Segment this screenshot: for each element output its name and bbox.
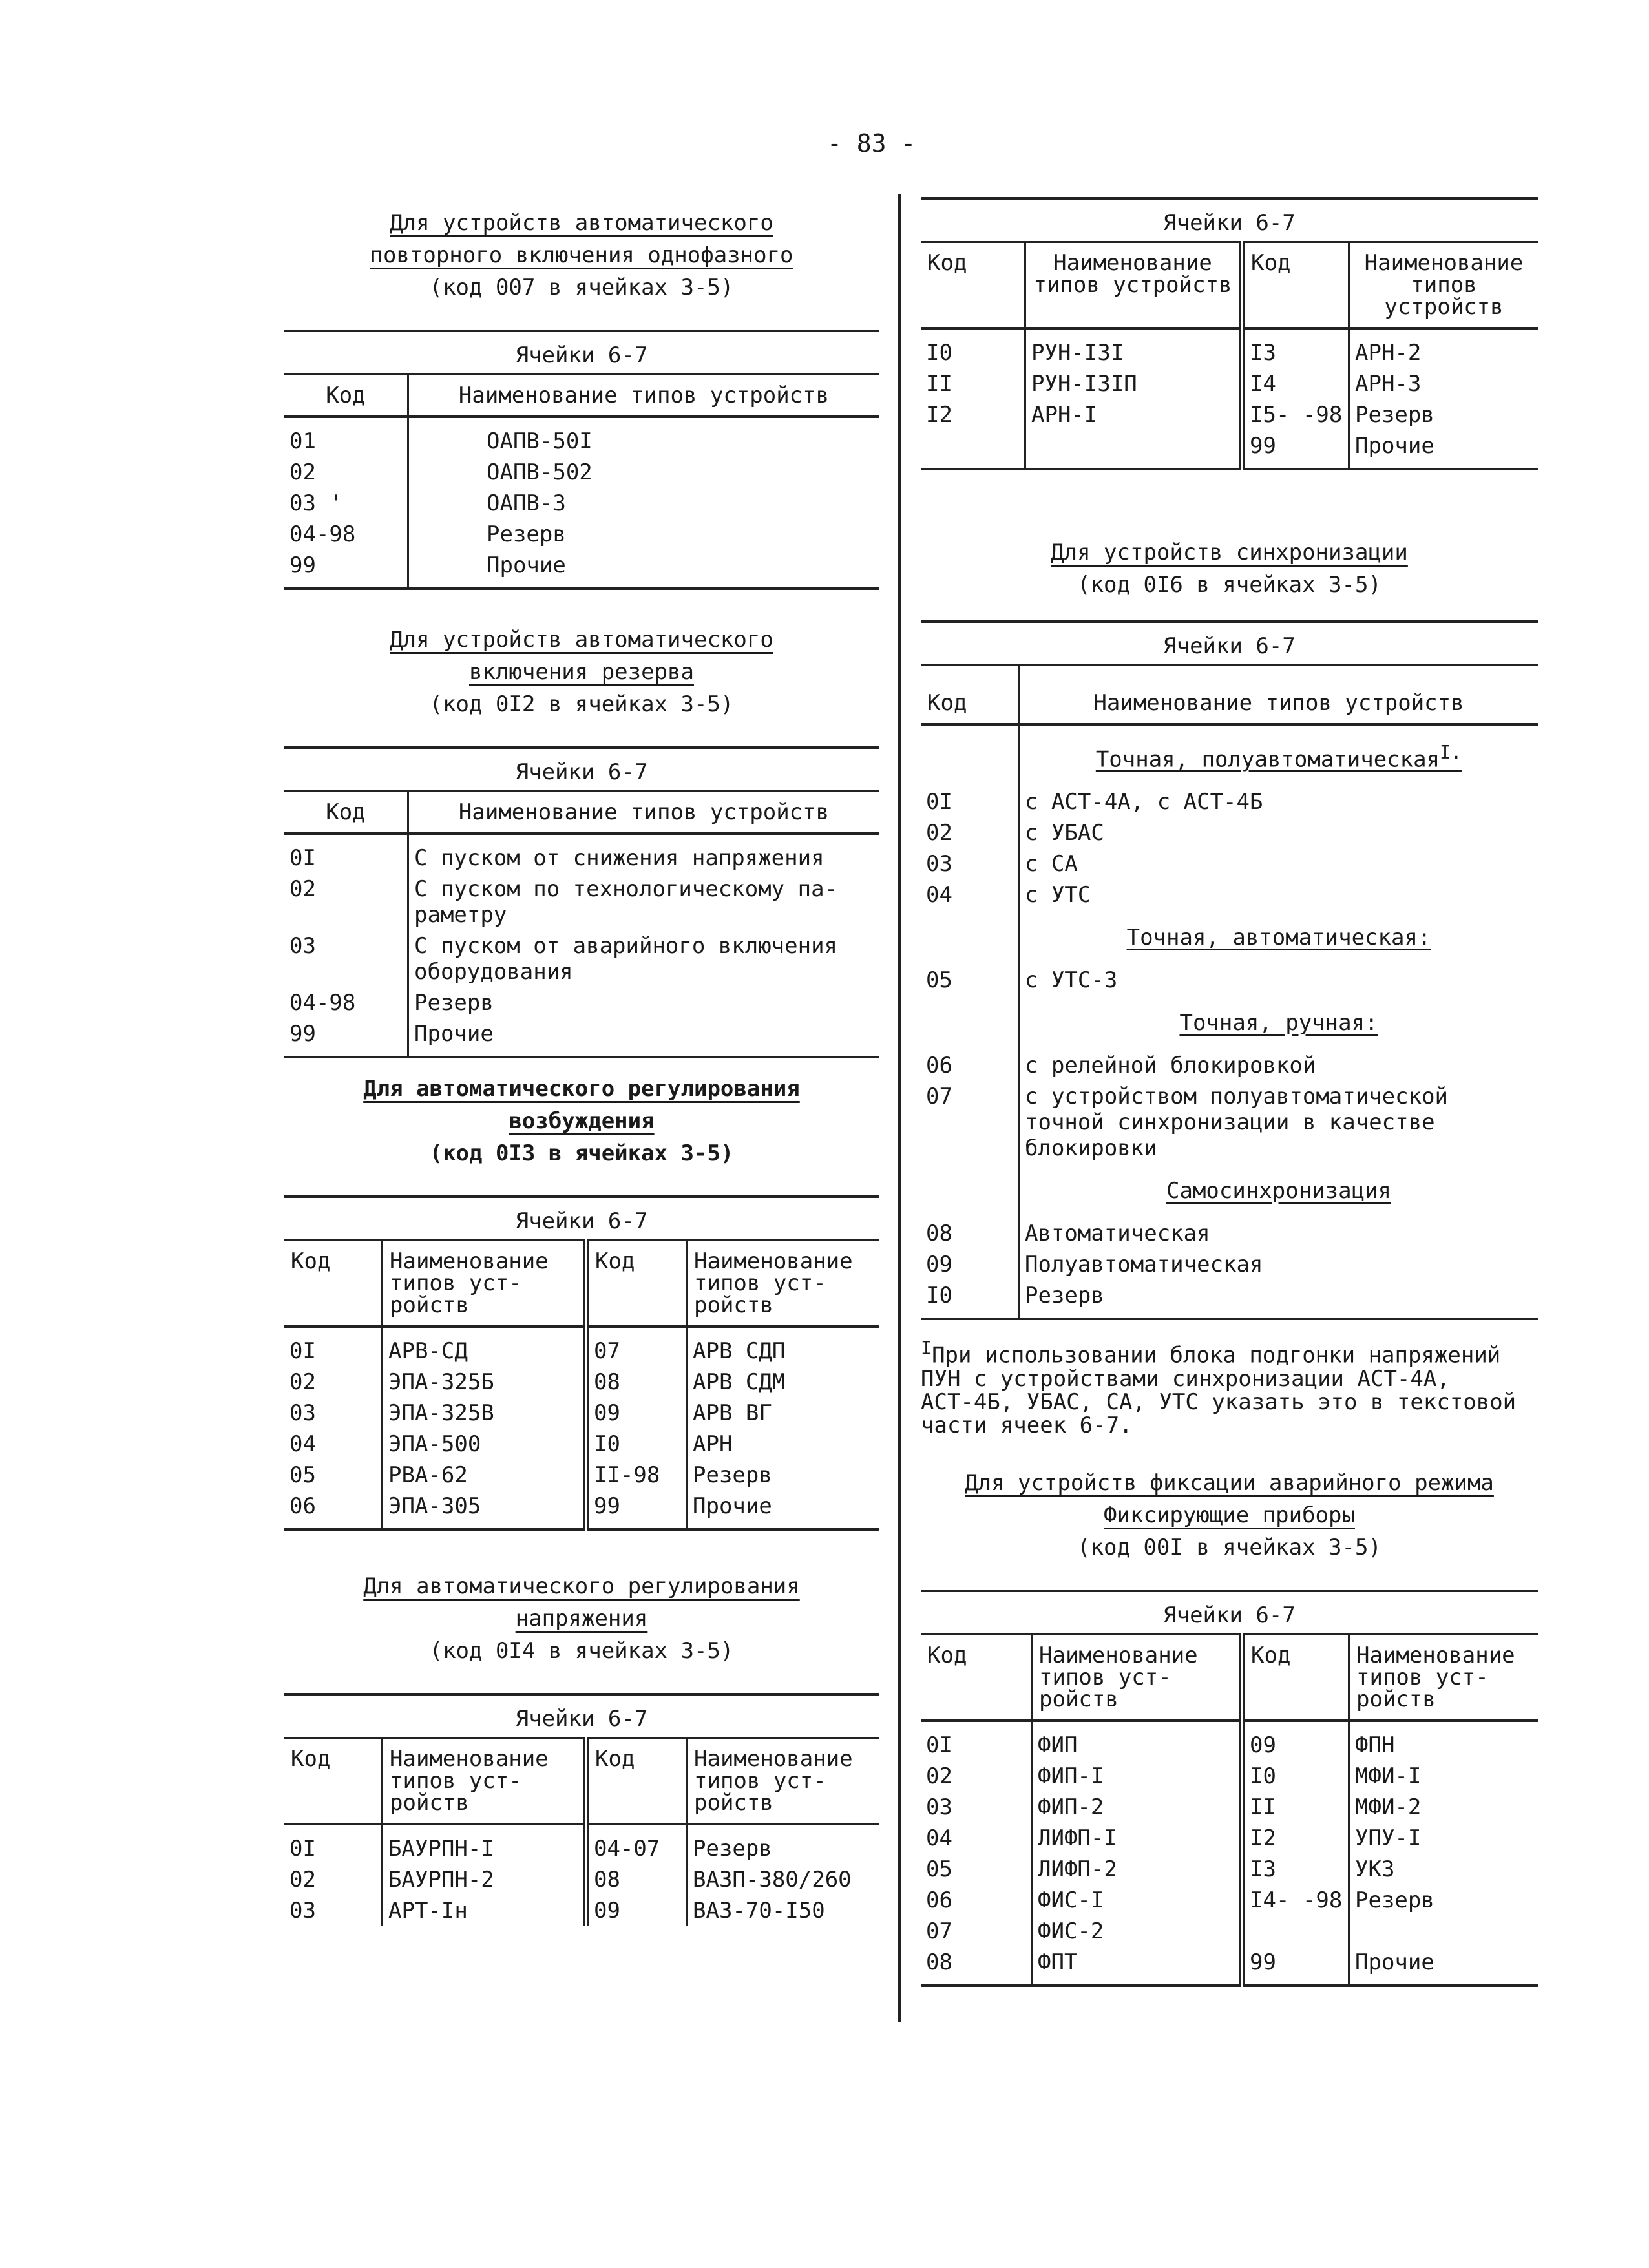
table-row — [284, 1367, 879, 1398]
code-cell: 07 — [921, 1916, 1032, 1947]
header-name: Наименование типов устройств — [408, 792, 879, 834]
name-cell: УКЗ — [1355, 1856, 1395, 1882]
code-line: (код 0I6 в ячейках 3-5) — [1077, 572, 1381, 598]
header-code: Код — [284, 375, 408, 417]
sub-spacer — [921, 910, 1019, 957]
table-row — [921, 848, 1538, 879]
table-row — [921, 1721, 1538, 1761]
name-cell: Полуавтоматическая — [1025, 1252, 1263, 1278]
header-code: Код — [284, 1241, 383, 1327]
name-cell: Резерв — [1355, 1887, 1434, 1913]
code-cell: II — [921, 368, 1025, 399]
cells-caption: Ячейки 6-7 — [921, 198, 1538, 242]
sync-table — [921, 620, 1538, 1320]
table-row — [284, 1460, 879, 1491]
subheading-text: Точная, полуавтоматическая — [1095, 746, 1440, 773]
table-row — [921, 399, 1538, 430]
section-heading — [284, 624, 879, 720]
name-cell: Резерв — [414, 990, 494, 1016]
table-row — [284, 987, 879, 1018]
name-cell: АРН-3 — [1355, 371, 1422, 397]
code-cell: 04-98 — [284, 519, 408, 550]
name-cell: АРВ ВГ — [693, 1400, 772, 1426]
code-cell: 08 — [921, 1210, 1019, 1249]
code-cell: 02 — [921, 817, 1019, 848]
code-cell: 04-07 — [586, 1824, 687, 1864]
section-heading — [284, 207, 879, 304]
code-cell — [921, 430, 1025, 469]
table-row — [284, 1491, 879, 1529]
name-cell: с УБАС — [1025, 820, 1104, 846]
header-code: Код — [1242, 242, 1349, 329]
table-row — [284, 930, 879, 987]
code-cell: 03 — [284, 1895, 383, 1926]
name-cell: ЭПА-305 — [383, 1491, 587, 1529]
table-row — [921, 879, 1538, 910]
header-name: Наименование типов уст- ройств — [383, 1241, 587, 1327]
arn-cont-table — [921, 197, 1538, 470]
sub-spacer — [921, 724, 1019, 779]
code-cell: 0I — [921, 779, 1019, 817]
name-cell: ЛИФП-I — [1032, 1823, 1243, 1854]
name-cell: ОАПВ-502 — [487, 459, 593, 485]
name-cell: с устройством полуавтоматической точной синхронизации в качестве блокировки — [1025, 1084, 1449, 1162]
name-cell: Прочие — [1349, 430, 1539, 469]
table-row — [921, 957, 1538, 996]
table-row — [284, 1895, 879, 1926]
name-cell: ФИП-2 — [1032, 1792, 1243, 1823]
name-cell: АРН-2 — [1355, 340, 1422, 366]
name-cell: ФИП-I — [1032, 1761, 1243, 1792]
table-row — [284, 834, 879, 874]
heading-line: повторного включения однофазного — [370, 242, 793, 268]
heading-line: Для устройств автоматического — [390, 210, 773, 236]
heading-line: Для автоматического регулирования — [363, 1573, 800, 1599]
code-cell: 02 — [284, 1367, 383, 1398]
apv-rows — [284, 417, 879, 589]
column-divider — [898, 194, 901, 2022]
header-code: Код — [921, 1635, 1032, 1721]
arv-table — [284, 1195, 879, 1531]
name-cell: БАУРПН-I — [383, 1824, 587, 1864]
table-row — [921, 1210, 1538, 1249]
code-cell: 99 — [284, 1018, 408, 1057]
name-cell: АРН — [693, 1431, 733, 1457]
cells-caption: Ячейки 6-7 — [284, 1694, 879, 1738]
section-apv — [284, 207, 879, 590]
code-cell: 0I — [284, 1824, 383, 1864]
name-cell: с УТС-3 — [1025, 967, 1118, 994]
table-row — [921, 1916, 1538, 1947]
code-cell: I3 — [1242, 328, 1349, 368]
header-code: Код — [284, 1738, 383, 1825]
section-arn-continued — [921, 197, 1538, 470]
name-cell: АРН-I — [1025, 399, 1243, 430]
section-avr — [284, 624, 879, 1058]
code-cell: 04-98 — [284, 987, 408, 1018]
cells-caption: Ячейки 6-7 — [284, 1197, 879, 1241]
sync-subheading: Точная, ручная: — [1179, 1010, 1378, 1036]
name-cell: с СА — [1025, 851, 1078, 877]
code-cell: 05 — [284, 1460, 383, 1491]
name-cell: ЛИФП-2 — [1032, 1854, 1243, 1885]
table-row — [284, 550, 879, 589]
code-cell: I0 — [586, 1429, 687, 1460]
section-sync — [921, 536, 1538, 1437]
sync-rows-3 — [921, 1042, 1538, 1164]
code-line: (код 0I4 в ячейках 3-5) — [429, 1638, 734, 1664]
name-cell: С пуском от аварийного включения оборудования — [414, 933, 838, 985]
code-line: (код 0I2 в ячейках 3-5) — [429, 691, 734, 717]
section-heading — [284, 1073, 879, 1170]
code-cell: I0 — [1242, 1761, 1349, 1792]
name-cell: Прочие — [408, 1018, 879, 1057]
name-cell: Резерв — [693, 1836, 772, 1862]
code-cell: 09 — [921, 1249, 1019, 1280]
code-cell: 02 — [284, 457, 408, 488]
table-row — [284, 457, 879, 488]
heading-line: Для устройств фиксации аварийного режима — [965, 1470, 1494, 1496]
header-name: Наименование типов уст- ройств — [687, 1241, 879, 1327]
table-row — [921, 1823, 1538, 1854]
name-cell: МФИ-I — [1355, 1763, 1422, 1789]
code-cell: 03 — [921, 1792, 1032, 1823]
name-cell: АРТ-Iн — [383, 1895, 587, 1926]
table-row — [284, 417, 879, 457]
code-cell: 03 — [921, 848, 1019, 879]
table-row — [284, 519, 879, 550]
section-heading — [284, 1570, 879, 1667]
sub-spacer — [921, 996, 1019, 1042]
code-cell: 04 — [284, 1429, 383, 1460]
name-cell: Резерв — [1019, 1280, 1539, 1319]
name-cell: ФИС-I — [1032, 1885, 1243, 1916]
code-cell: 02 — [284, 874, 408, 930]
table-row — [921, 1947, 1538, 1986]
code-cell: 05 — [921, 957, 1019, 996]
name-cell: ОАПВ-3 — [487, 490, 566, 516]
name-cell: С пуском по технологическому па- раметру — [414, 876, 838, 928]
name-cell: Прочие — [687, 1491, 879, 1529]
name-cell: РВА-62 — [383, 1460, 587, 1491]
code-cell: I3 — [1242, 1854, 1349, 1885]
name-cell: ФПН — [1355, 1732, 1395, 1758]
avr-rows — [284, 834, 879, 1057]
footnote — [921, 1337, 1538, 1436]
name-cell — [1349, 1916, 1539, 1947]
header-name: Наименование типов устройств — [1025, 242, 1243, 329]
page-number: - 83 - — [827, 129, 916, 158]
code-cell: 08 — [921, 1947, 1032, 1986]
table-row — [921, 1081, 1538, 1164]
code-cell: 04 — [921, 1823, 1032, 1854]
code-cell: 04 — [921, 879, 1019, 910]
heading-line: возбуждения — [509, 1108, 655, 1134]
table-row — [284, 1398, 879, 1429]
code-cell: 99 — [1242, 1947, 1349, 1986]
table-row — [921, 779, 1538, 817]
table-row — [921, 430, 1538, 469]
fix-rows — [921, 1721, 1538, 1986]
code-cell: I4 — [1242, 368, 1349, 399]
arn-table — [284, 1693, 879, 1926]
sync-rows-2 — [921, 957, 1538, 996]
heading-line: Для автоматического регулирования — [363, 1076, 800, 1102]
code-line: (код 007 в ячейках 3-5) — [429, 275, 734, 300]
name-cell: ВАЗ-70-I50 — [693, 1898, 825, 1924]
header-name: Наименование типов уст- ройств — [1032, 1635, 1243, 1721]
table-row — [921, 1792, 1538, 1823]
code-cell: 03 — [284, 1398, 383, 1429]
name-cell: БАУРПН-2 — [383, 1864, 587, 1895]
table-row — [921, 1854, 1538, 1885]
header-name: Наименование типов уст- ройств — [383, 1738, 587, 1825]
apv-table — [284, 330, 879, 590]
cells-caption: Ячейки 6-7 — [284, 748, 879, 792]
code-cell: 0I — [921, 1721, 1032, 1761]
table-row — [284, 1018, 879, 1057]
code-cell: 03 — [284, 930, 408, 987]
table-row — [921, 368, 1538, 399]
footnote-mark: I — [921, 1338, 932, 1360]
code-line: (код 00I в ячейках 3-5) — [1077, 1535, 1381, 1560]
code-cell: 06 — [921, 1042, 1019, 1081]
code-cell: 07 — [586, 1327, 687, 1367]
code-cell: 07 — [921, 1081, 1019, 1164]
code-cell: 0I — [284, 1327, 383, 1367]
table-row — [921, 1249, 1538, 1280]
footnote-text: При использовании блока подгонки напряжений ПУН с устройствами синхронизации АСТ-4А, АСТ-4Б, УБАС, СА, УТС указать это в текстовой части ячеек 6-7. — [921, 1342, 1517, 1438]
name-cell: с релейной блокировкой — [1025, 1053, 1316, 1079]
name-cell: РУН-I3IП — [1025, 368, 1243, 399]
code-cell: 99 — [586, 1491, 687, 1529]
footnote-ref: I. — [1440, 742, 1462, 763]
code-cell: I4- -98 — [1242, 1885, 1349, 1916]
name-cell: ОАПВ-50I — [487, 428, 593, 454]
name-cell: Резерв — [693, 1462, 772, 1488]
table-row — [284, 1864, 879, 1895]
name-cell: МФИ-2 — [1355, 1794, 1422, 1820]
header-code: Код — [586, 1241, 687, 1327]
code-cell: 03 ' — [284, 488, 408, 519]
section-arn — [284, 1570, 879, 1926]
code-cell: 99 — [284, 550, 408, 589]
code-cell: 02 — [284, 1864, 383, 1895]
heading-line: включения резерва — [469, 659, 694, 685]
code-cell: 08 — [586, 1864, 687, 1895]
header-code: Код — [921, 666, 1019, 725]
fix-table — [921, 1590, 1538, 1987]
section-heading — [921, 1467, 1538, 1564]
table-row — [921, 1761, 1538, 1792]
arn-cont-rows — [921, 328, 1538, 469]
table-row — [284, 1429, 879, 1460]
name-cell: ФИС-2 — [1032, 1916, 1243, 1947]
cells-caption: Ячейки 6-7 — [921, 1591, 1538, 1635]
arv-rows — [284, 1327, 879, 1529]
code-cell: 06 — [921, 1885, 1032, 1916]
name-cell: АРВ СДМ — [693, 1369, 786, 1395]
table-row — [921, 328, 1538, 368]
header-code: Код — [284, 792, 408, 834]
name-cell: ЭПА-325В — [383, 1398, 587, 1429]
sync-rows-1 — [921, 779, 1538, 910]
heading-line: Для устройств автоматического — [390, 627, 773, 653]
table-row — [284, 874, 879, 930]
name-cell: АРВ-СД — [383, 1327, 587, 1367]
header-name: Наименование типов уст- ройств — [687, 1738, 879, 1825]
name-cell: с УТС — [1025, 882, 1091, 908]
name-cell: ФПТ — [1032, 1947, 1243, 1986]
cells-caption: Ячейки 6-7 — [284, 331, 879, 375]
section-heading — [921, 536, 1538, 601]
section-fix — [921, 1467, 1538, 1987]
table-row — [921, 1042, 1538, 1081]
name-cell: С пуском от снижения напряжения — [414, 845, 824, 871]
name-cell: с АСТ-4А, с АСТ-4Б — [1025, 789, 1263, 815]
name-cell: РУН-I3I — [1025, 328, 1243, 368]
code-cell: I0 — [921, 1280, 1019, 1319]
heading-line: напряжения — [515, 1606, 648, 1632]
sync-subheading — [1019, 724, 1539, 779]
code-cell: 01 — [284, 417, 408, 457]
table-row — [284, 1327, 879, 1367]
header-name: Наименование типов устройств — [408, 375, 879, 417]
name-cell: Прочие — [408, 550, 879, 589]
section-arv — [284, 1073, 879, 1531]
arn-rows — [284, 1824, 879, 1926]
name-cell — [1025, 430, 1243, 469]
code-cell: 08 — [586, 1367, 687, 1398]
code-cell: 99 — [1242, 430, 1349, 469]
header-code: Код — [1242, 1635, 1349, 1721]
code-cell: I5- -98 — [1242, 399, 1349, 430]
code-cell: I2 — [921, 399, 1025, 430]
code-cell: 06 — [284, 1491, 383, 1529]
name-cell: ФИП — [1032, 1721, 1243, 1761]
code-cell: I2 — [1242, 1823, 1349, 1854]
table-row — [921, 1885, 1538, 1916]
sync-subheading: Самосинхронизация — [1166, 1178, 1391, 1204]
name-cell: Автоматическая — [1025, 1221, 1210, 1247]
code-line: (код 0I3 в ячейках 3-5) — [429, 1140, 734, 1166]
code-cell: I0 — [921, 328, 1025, 368]
sync-subheading: Точная, автоматическая: — [1126, 925, 1431, 951]
name-cell: Резерв — [1355, 402, 1434, 428]
code-cell — [1242, 1916, 1349, 1947]
avr-table — [284, 746, 879, 1058]
header-code: Код — [586, 1738, 687, 1825]
name-cell: УПУ-I — [1355, 1825, 1422, 1851]
name-cell: ЭПА-500 — [383, 1429, 587, 1460]
code-cell: 09 — [1242, 1721, 1349, 1761]
sync-rows-4 — [921, 1210, 1538, 1319]
heading-line: Фиксирующие приборы — [1104, 1502, 1355, 1528]
code-cell: 02 — [921, 1761, 1032, 1792]
table-row — [284, 488, 879, 519]
cells-caption: Ячейки 6-7 — [921, 622, 1538, 666]
name-cell: ЭПА-325Б — [383, 1367, 587, 1398]
header-name: Наименование типов уст- ройств — [1349, 1635, 1539, 1721]
code-cell: 09 — [586, 1398, 687, 1429]
name-cell: АРВ СДП — [693, 1338, 786, 1364]
code-cell: 09 — [586, 1895, 687, 1926]
table-row — [921, 817, 1538, 848]
heading-line: Для устройств синхронизации — [1051, 540, 1408, 565]
header-name: Наименование типов устройств — [1349, 242, 1539, 329]
code-cell: 05 — [921, 1854, 1032, 1885]
name-cell: ВАЗП-380/260 — [693, 1867, 852, 1893]
header-name: Наименование типов устройств — [1019, 666, 1539, 725]
code-cell: II — [1242, 1792, 1349, 1823]
table-row — [921, 1280, 1538, 1319]
sub-spacer — [921, 1164, 1019, 1210]
code-cell: 0I — [284, 834, 408, 874]
header-code: Код — [921, 242, 1025, 329]
name-cell: Резерв — [487, 521, 566, 547]
name-cell: Прочие — [1349, 1947, 1539, 1986]
code-cell: II-98 — [586, 1460, 687, 1491]
table-row — [284, 1824, 879, 1864]
